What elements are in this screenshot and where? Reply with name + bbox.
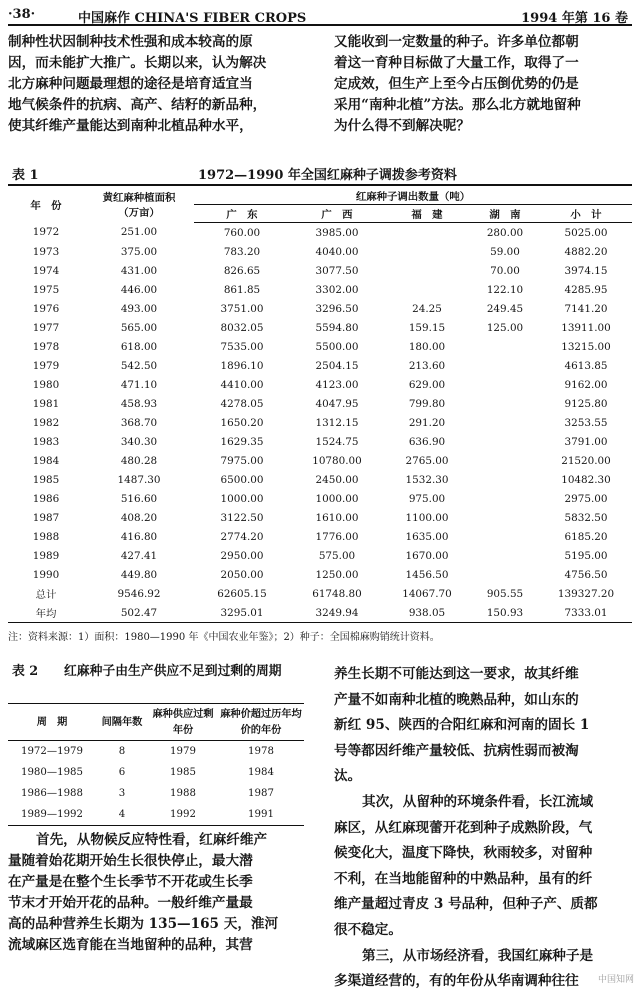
table-cell: 1250.00 <box>315 568 359 581</box>
col-high-price-year-header: 麻种价超过历年均价的年份 <box>218 704 304 741</box>
table-cell: 2504.15 <box>315 359 359 372</box>
table-row <box>8 546 632 565</box>
body-left-column <box>8 830 320 956</box>
table-cell: 1973 <box>32 245 60 258</box>
table-row <box>8 527 632 546</box>
text-line: 麻区，从红麻现蕾开花到种子成熟阶段，气 <box>334 819 593 836</box>
text-line: 号等都因纤维产量较低、抗病性弱而被淘 <box>334 742 579 759</box>
table-cell: 826.65 <box>223 264 261 277</box>
table-cell: 493.00 <box>120 302 158 315</box>
table-cell: 62605.15 <box>217 587 267 600</box>
text-line: 节末才开始开花的品种。一般纤维产量最 <box>8 895 253 911</box>
table1-caption <box>8 164 632 182</box>
table-cell <box>470 375 540 394</box>
intro-left-column <box>8 32 320 137</box>
text-line: 高的品种营养生长期为 135—165 天，淮河 <box>8 916 279 932</box>
table-cell: 1980 <box>32 378 60 391</box>
table-cell: 1985 <box>32 473 60 486</box>
table-cell <box>384 261 470 280</box>
text-line: 采用“南种北植”方法。那么北方就地留种 <box>334 97 581 113</box>
table-cell: 4285.95 <box>564 283 608 296</box>
text-line: 养生长期不可能达到这一要求，故其纤维 <box>334 666 579 682</box>
table-cell: 1974 <box>32 264 60 277</box>
table-cell <box>384 242 470 261</box>
text-line: 很不稳定。 <box>334 921 402 938</box>
text-line: 北方麻种问题最理想的途径是培育适宜当 <box>8 76 253 92</box>
table-cell: 2975.00 <box>564 492 608 505</box>
table-cell: 1978 <box>248 746 274 757</box>
table-cell <box>470 527 540 546</box>
table-cell: 1986—1988 <box>20 788 84 799</box>
table-cell: 1100.00 <box>405 511 449 524</box>
table-row <box>8 223 632 243</box>
table-cell: 1776.00 <box>315 530 359 543</box>
table-cell: 3302.00 <box>315 283 359 296</box>
table-cell: 1000.00 <box>220 492 264 505</box>
table-cell: 9546.92 <box>117 587 161 600</box>
col-interval-header: 间隔年数 <box>96 704 148 741</box>
table-cell: 7141.20 <box>564 302 608 315</box>
table-cell: 3077.50 <box>315 264 359 277</box>
table-cell: 4613.85 <box>564 359 608 372</box>
table-cell: 251.00 <box>120 226 158 239</box>
table1 <box>8 184 632 623</box>
seed-group-header: 红麻种子调出数量（吨） <box>194 185 632 205</box>
text-line: 流域麻区选育能在当地留种的品种，其营 <box>8 937 253 953</box>
table-row <box>8 762 304 783</box>
table-cell <box>470 508 540 527</box>
table-cell <box>470 451 540 470</box>
table-cell: 8032.05 <box>220 321 264 334</box>
text-line: 不利，在当地能留种的中熟品种，虽有的纤 <box>334 870 593 887</box>
table-cell: 799.80 <box>408 397 446 410</box>
text-line: 为什么得不到解决呢？ <box>334 118 470 134</box>
table-row <box>8 603 632 623</box>
table-row <box>8 394 632 413</box>
table-cell: 629.00 <box>408 378 446 391</box>
col-subtotal-header: 小 计 <box>540 205 632 223</box>
page-number: ·38· <box>8 7 36 22</box>
table-cell: 1524.75 <box>315 435 359 448</box>
table-cell: 783.20 <box>223 245 261 258</box>
table-cell: 125.00 <box>486 321 524 334</box>
table-cell: 1650.20 <box>220 416 264 429</box>
table-cell: 458.93 <box>120 397 158 410</box>
col-period-header: 周 期 <box>8 704 96 741</box>
table-cell: 总计 <box>35 589 57 601</box>
table-cell: 1989—1992 <box>8 804 96 826</box>
table-cell: 480.28 <box>120 454 158 467</box>
table-cell: 1487.30 <box>117 473 161 486</box>
col-hunan-header: 湖 南 <box>470 205 540 223</box>
table-cell: 1975 <box>32 283 60 296</box>
table-cell: 368.70 <box>120 416 158 429</box>
table-cell: 4278.05 <box>220 397 264 410</box>
table-row <box>8 451 632 470</box>
table-cell: 565.00 <box>120 321 158 334</box>
table-cell: 1989 <box>32 549 60 562</box>
table-cell: 502.47 <box>84 603 194 623</box>
table2-label: 表 2 <box>12 664 39 679</box>
table-cell: 159.15 <box>408 321 446 334</box>
table-cell: 3791.00 <box>564 435 608 448</box>
table-cell <box>470 546 540 565</box>
table-cell: 24.25 <box>412 302 442 315</box>
table-cell: 1977 <box>32 321 60 334</box>
table-cell: 431.00 <box>120 264 158 277</box>
text-line: 维产量超过青皮 3 号品种，但种子产、质都 <box>334 896 598 913</box>
journal-name: 中国麻作 CHINA'S FIBER CROPS <box>78 11 307 26</box>
col-surplus-year-header: 麻种供应过剩年份 <box>148 704 218 741</box>
table-cell: 760.00 <box>223 226 261 239</box>
table-cell: 3296.50 <box>315 302 359 315</box>
table-row <box>8 565 632 584</box>
text-line: 首先，从物候反应特性看，红麻纤维产 <box>36 832 268 848</box>
table-row <box>8 432 632 451</box>
table-cell: 4040.00 <box>315 245 359 258</box>
table-cell: 6 <box>118 767 126 778</box>
table-cell: 1984 <box>32 454 60 467</box>
table2-body <box>8 741 304 826</box>
col-year-header: 年 份 <box>8 185 84 223</box>
col-guangdong-header: 广 东 <box>194 205 290 223</box>
table-cell: 4410.00 <box>220 378 264 391</box>
text-line: 着这一育种目标做了大量工作，取得了一 <box>334 55 579 71</box>
table-cell <box>384 280 470 299</box>
table-cell <box>470 337 540 356</box>
table-cell: 1985 <box>170 767 196 778</box>
table-cell: 1312.15 <box>315 416 359 429</box>
table1-note: 注：资料来源：1）面积：1980—1990 年《中国农业年鉴》；2）种子：全国棉麻购销统计资料。 <box>8 632 440 643</box>
issue-info: 1994 年第 16 卷 <box>521 11 628 26</box>
text-line: 候变化大，温度下降快，秋雨较多，对留种 <box>334 845 593 862</box>
table-cell: 636.90 <box>408 435 446 448</box>
table-cell: 905.55 <box>486 587 524 600</box>
table-row <box>8 413 632 432</box>
table-cell: 1990 <box>32 568 60 581</box>
text-line: 制种性状因制种技术性强和成本较高的原 <box>8 34 253 50</box>
table-cell: 618.00 <box>120 340 158 353</box>
table-cell: 1978 <box>32 340 60 353</box>
table-cell: 9125.80 <box>564 397 608 410</box>
table-row <box>8 337 632 356</box>
table-cell <box>470 413 540 432</box>
table-cell: 1988 <box>170 788 196 799</box>
col-area-unit: （万亩） <box>118 207 160 220</box>
table-cell: 122.10 <box>486 283 524 296</box>
table-cell: 7333.01 <box>540 603 632 623</box>
table-row <box>8 783 304 804</box>
table-row <box>8 356 632 375</box>
table-cell: 1896.10 <box>220 359 264 372</box>
table-cell: 1980—1985 <box>20 767 84 778</box>
table-cell: 416.80 <box>120 530 158 543</box>
table-cell: 975.00 <box>408 492 446 505</box>
table-cell: 2774.20 <box>220 530 264 543</box>
table-cell: 70.00 <box>490 264 520 277</box>
table-cell: 1988 <box>32 530 60 543</box>
table-cell: 年均 <box>8 603 84 623</box>
table-cell: 2450.00 <box>315 473 359 486</box>
col-fujian-header: 福 建 <box>384 205 470 223</box>
header-rule <box>8 24 632 26</box>
table1-label: 表 1 <box>12 168 39 183</box>
table2 <box>8 703 304 826</box>
table-row <box>8 470 632 489</box>
table-cell: 150.93 <box>470 603 540 623</box>
table-cell: 1972 <box>32 226 60 239</box>
table-cell: 7975.00 <box>220 454 264 467</box>
table-cell: 8 <box>118 746 126 757</box>
table-cell: 6500.00 <box>220 473 264 486</box>
table-cell: 3249.94 <box>290 603 384 623</box>
table-cell: 4756.50 <box>564 568 608 581</box>
table-cell: 1610.00 <box>315 511 359 524</box>
table-cell: 14067.70 <box>402 587 452 600</box>
table-cell: 180.00 <box>408 340 446 353</box>
table-cell: 1670.00 <box>405 549 449 562</box>
table-cell: 1991 <box>218 804 304 826</box>
table-cell: 291.20 <box>408 416 446 429</box>
table-cell: 13215.00 <box>561 340 611 353</box>
table-row <box>8 375 632 394</box>
table-cell: 61748.80 <box>312 587 362 600</box>
table-cell: 2050.00 <box>220 568 264 581</box>
table-cell: 446.00 <box>120 283 158 296</box>
table-cell <box>384 223 470 243</box>
table-cell: 340.30 <box>120 435 158 448</box>
table-cell <box>470 356 540 375</box>
text-line: 使其纤维产量能达到南种北植品种水平， <box>8 118 253 134</box>
text-line: 量随着始花期开始生长很快停止，最大潜 <box>8 853 253 869</box>
table-cell: 5025.00 <box>564 226 608 239</box>
table-row <box>8 318 632 337</box>
table-cell: 1635.00 <box>405 530 449 543</box>
table-cell: 10780.00 <box>312 454 362 467</box>
table-row <box>8 280 632 299</box>
table-cell: 3295.01 <box>194 603 290 623</box>
table-cell: 3122.50 <box>220 511 264 524</box>
table-cell: 139327.20 <box>557 587 615 600</box>
table-cell: 1532.30 <box>405 473 449 486</box>
table-cell: 4 <box>96 804 148 826</box>
body-right-column <box>334 662 634 995</box>
table-cell: 1983 <box>32 435 60 448</box>
table-cell <box>470 394 540 413</box>
table-row <box>8 261 632 280</box>
table-cell: 427.41 <box>120 549 158 562</box>
table-cell: 1986 <box>32 492 60 505</box>
table-cell: 408.20 <box>120 511 158 524</box>
text-line: 新红 95、陕西的合阳红麻和河南的固长 1 <box>334 717 590 734</box>
table-cell: 21520.00 <box>561 454 611 467</box>
table-cell: 375.00 <box>120 245 158 258</box>
table-cell <box>470 489 540 508</box>
text-line: 多渠道经营的，有的年份从华南调种往往 <box>334 973 579 990</box>
table-cell: 4123.00 <box>315 378 359 391</box>
text-line: 产量不如南种北植的晚熟品种，如山东的 <box>334 691 579 708</box>
table-cell: 516.60 <box>120 492 158 505</box>
text-line: 其次，从留种的环境条件看，长江流域 <box>362 793 594 810</box>
text-line: 定成效，但生产上至今占压倒优势的仍是 <box>334 76 579 92</box>
table-cell: 59.00 <box>490 245 520 258</box>
text-line: 又能收到一定数量的种子。许多单位都朝 <box>334 34 579 50</box>
table-cell: 4882.20 <box>564 245 608 258</box>
table-row <box>8 299 632 318</box>
table-cell: 3751.00 <box>220 302 264 315</box>
table-cell: 5594.80 <box>315 321 359 334</box>
table-cell: 1984 <box>248 767 274 778</box>
text-line: 因，而未能扩大推广。长期以来，认为解决 <box>8 55 267 71</box>
table-row <box>8 804 304 826</box>
table-cell: 1456.50 <box>405 568 449 581</box>
table-cell: 449.80 <box>120 568 158 581</box>
col-area-title: 黄红麻种植面积 <box>102 192 176 205</box>
table-cell: 4047.95 <box>315 397 359 410</box>
table-row <box>8 508 632 527</box>
watermark: 中国知网 <box>597 975 634 985</box>
table-cell: 1981 <box>32 397 60 410</box>
table-cell: 7535.00 <box>220 340 264 353</box>
table-cell: 3253.55 <box>564 416 608 429</box>
text-line: 汰。 <box>334 768 362 785</box>
table-cell: 9162.00 <box>564 378 608 391</box>
table-cell: 1979 <box>170 746 196 757</box>
table-cell: 249.45 <box>486 302 524 315</box>
table-cell <box>470 432 540 451</box>
table-cell: 542.50 <box>120 359 158 372</box>
table-cell: 280.00 <box>486 226 524 239</box>
table-cell: 575.00 <box>318 549 356 562</box>
table-cell: 5195.00 <box>564 549 608 562</box>
table-cell: 1976 <box>32 302 60 315</box>
table-row <box>8 489 632 508</box>
table-cell: 1629.35 <box>220 435 264 448</box>
table-cell: 1000.00 <box>315 492 359 505</box>
text-line: 第三，从市场经济看，我国红麻种子是 <box>362 947 594 964</box>
table-row <box>8 741 304 763</box>
table-cell: 2765.00 <box>405 454 449 467</box>
table-row <box>8 242 632 261</box>
table-cell: 3974.15 <box>564 264 608 277</box>
table-cell: 13911.00 <box>561 321 611 334</box>
table-cell <box>470 470 540 489</box>
table1-body <box>8 223 632 623</box>
text-line: 地气候条件的抗病、高产、结籽的新品种， <box>8 97 267 113</box>
table-cell: 471.10 <box>120 378 158 391</box>
text-line: 在产量是在整个生长季节不开花或生长季 <box>8 874 253 890</box>
table-cell: 1982 <box>32 416 60 429</box>
table-cell: 6185.20 <box>564 530 608 543</box>
table-cell: 5500.00 <box>315 340 359 353</box>
table-cell: 861.85 <box>223 283 261 296</box>
table-cell: 5832.50 <box>564 511 608 524</box>
intro-right-column <box>334 32 634 137</box>
table-cell: 3 <box>118 788 126 799</box>
col-guangxi-header: 广 西 <box>290 205 384 223</box>
table-cell: 938.05 <box>384 603 470 623</box>
table-cell: 1979 <box>32 359 60 372</box>
table-cell: 2950.00 <box>220 549 264 562</box>
table-cell: 1992 <box>148 804 218 826</box>
table-cell: 1987 <box>32 511 60 524</box>
table-cell: 1972—1979 <box>20 746 84 757</box>
table2-title: 红麻种子由生产供应不足到过剩的周期 <box>64 664 282 679</box>
page-header <box>8 4 632 26</box>
table-cell: 10482.30 <box>561 473 611 486</box>
table-cell: 1987 <box>248 788 274 799</box>
table-cell: 213.60 <box>408 359 446 372</box>
table-cell <box>470 565 540 584</box>
table1-title: 1972—1990 年全国红麻种子调拨参考资料 <box>198 168 457 183</box>
table-row <box>8 584 632 603</box>
table-cell: 3985.00 <box>315 226 359 239</box>
col-area-header <box>84 185 194 223</box>
